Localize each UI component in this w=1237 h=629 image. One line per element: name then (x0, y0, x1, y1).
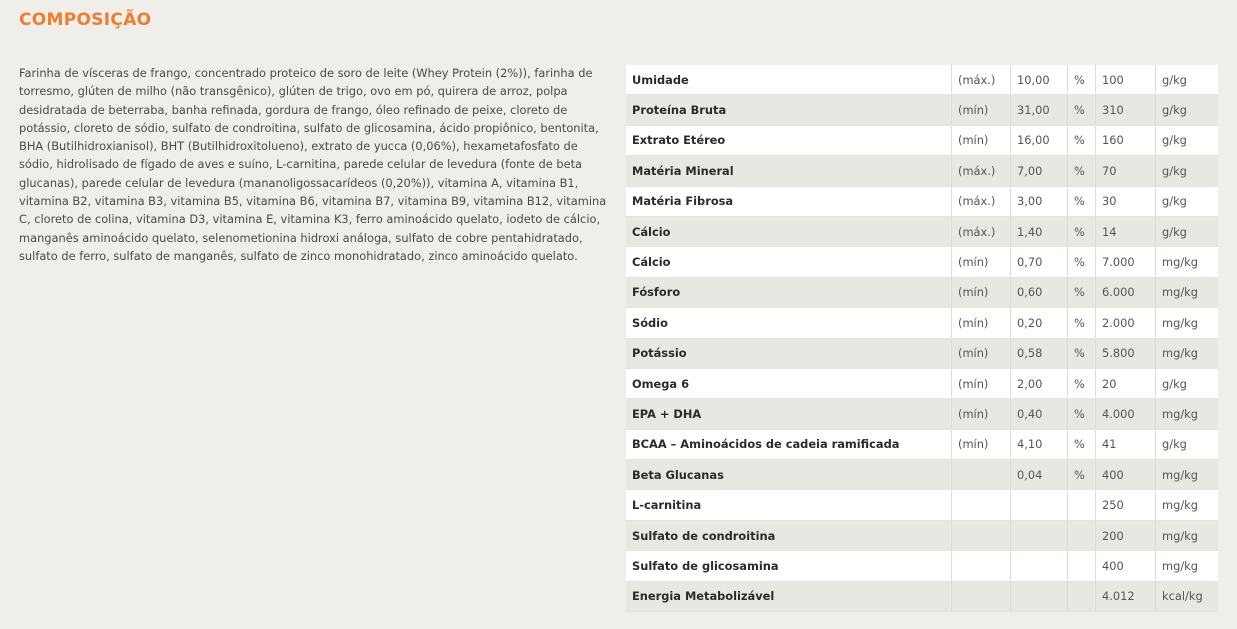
nutrient-percent-sign: % (1068, 277, 1096, 307)
nutrient-qualifier: (mín) (952, 125, 1011, 155)
nutrient-amount: 250 (1096, 490, 1156, 520)
nutrient-unit: mg/kg (1156, 338, 1219, 368)
nutrient-qualifier: (mín) (952, 95, 1011, 125)
nutrient-percent-value: 7,00 (1011, 156, 1068, 186)
nutrient-amount: 100 (1096, 65, 1156, 95)
nutrient-qualifier (952, 460, 1011, 490)
nutrient-percent-value: 2,00 (1011, 368, 1068, 398)
nutrient-amount: 160 (1096, 125, 1156, 155)
nutrient-name: Cálcio (626, 247, 952, 277)
table-row (626, 368, 1218, 398)
nutrient-qualifier (952, 490, 1011, 520)
table-row (626, 65, 1218, 95)
nutrient-percent-sign: % (1068, 125, 1096, 155)
nutrient-percent-value (1011, 490, 1068, 520)
nutrient-name: Matéria Fibrosa (626, 186, 952, 216)
nutrient-qualifier (952, 551, 1011, 581)
nutrient-qualifier: (mín) (952, 429, 1011, 459)
nutrient-amount: 310 (1096, 95, 1156, 125)
nutrient-unit: mg/kg (1156, 520, 1219, 550)
nutrient-unit: g/kg (1156, 65, 1219, 95)
table-row (626, 581, 1218, 611)
table-row (626, 247, 1218, 277)
nutrient-percent-value: 4,10 (1011, 429, 1068, 459)
nutrient-name: Extrato Etéreo (626, 125, 952, 155)
nutrient-unit: mg/kg (1156, 490, 1219, 520)
table-row (626, 95, 1218, 125)
nutrient-name: Cálcio (626, 216, 952, 246)
nutrient-name: Omega 6 (626, 368, 952, 398)
nutrient-percent-sign: % (1068, 368, 1096, 398)
nutrient-qualifier (952, 581, 1011, 611)
nutrient-amount: 7.000 (1096, 247, 1156, 277)
nutrient-qualifier (952, 520, 1011, 550)
nutrient-percent-sign: % (1068, 460, 1096, 490)
nutrient-amount: 400 (1096, 460, 1156, 490)
nutrient-name: Umidade (626, 65, 952, 95)
nutrition-table (626, 65, 1218, 612)
nutrient-percent-sign: % (1068, 399, 1096, 429)
nutrient-qualifier: (máx.) (952, 216, 1011, 246)
nutrient-amount: 400 (1096, 551, 1156, 581)
nutrient-percent-value: 0,60 (1011, 277, 1068, 307)
nutrient-unit: kcal/kg (1156, 581, 1219, 611)
nutrient-amount: 4.012 (1096, 581, 1156, 611)
nutrient-name: Beta Glucanas (626, 460, 952, 490)
table-row (626, 186, 1218, 216)
nutrient-unit: g/kg (1156, 186, 1219, 216)
nutrient-unit: g/kg (1156, 429, 1219, 459)
nutrient-percent-sign: % (1068, 429, 1096, 459)
nutrition-table-body (626, 65, 1218, 612)
nutrient-percent-sign: % (1068, 247, 1096, 277)
nutrient-amount: 6.000 (1096, 277, 1156, 307)
nutrient-percent-sign: % (1068, 65, 1096, 95)
table-row (626, 277, 1218, 307)
nutrient-unit: mg/kg (1156, 399, 1219, 429)
nutrient-name: L-carnitina (626, 490, 952, 520)
nutrient-name: BCAA – Aminoácidos de cadeia ramificada (626, 429, 952, 459)
nutrient-unit: mg/kg (1156, 460, 1219, 490)
nutrient-percent-sign: % (1068, 216, 1096, 246)
nutrient-name: Energia Metabolizável (626, 581, 952, 611)
table-row (626, 156, 1218, 186)
nutrient-unit: mg/kg (1156, 308, 1219, 338)
table-row (626, 338, 1218, 368)
nutrient-name: Proteína Bruta (626, 95, 952, 125)
nutrient-name: Sódio (626, 308, 952, 338)
table-row (626, 429, 1218, 459)
nutrient-qualifier: (máx.) (952, 156, 1011, 186)
nutrient-qualifier: (mín) (952, 399, 1011, 429)
table-row (626, 308, 1218, 338)
nutrient-percent-value: 31,00 (1011, 95, 1068, 125)
nutrient-name: Sulfato de glicosamina (626, 551, 952, 581)
table-row (626, 216, 1218, 246)
nutrient-percent-value: 1,40 (1011, 216, 1068, 246)
table-row (626, 460, 1218, 490)
table-row (626, 399, 1218, 429)
nutrient-name: Matéria Mineral (626, 156, 952, 186)
nutrient-amount: 5.800 (1096, 338, 1156, 368)
nutrient-amount: 200 (1096, 520, 1156, 550)
ingredients-text: Farinha de vísceras de frango, concentrado proteico de soro de leite (Whey Protein (2%)), farinha de torresmo, glúten de milho (não transgênico), glúten de trigo, ovo em pó, quirera de arroz, polpa desidratada de beterraba, banha refinada, gordura de frango, óleo refinado de peixe, cloreto de potássio, cloreto de sódio, sulfato de condroitina, sulfato de glicosamina, ácido propiônico, bentonita, BHA (Butilhidroxianisol), BHT (Butilhidroxitolueno), extrato de yucca (0,06%), hexametafosfato de sódio, hidrolisado de fígado de aves e suíno, L-carnitina, parede celular de levedura (fonte de beta glucanas), parede celular de levedura (mananoligossacarídeos (0,20%)), vitamina A, vitamina B1, vitamina B2, vitamina B3, vitamina B5, vitamina B6, vitamina B7, vitamina B9, vitamina B12, vitamina C, cloreto de colina, vitamina D3, vitamina E, vitamina K3, ferro aminoácido quelato, iodeto de cálcio, manganês aminoácido quelato, selenometionina hidroxi análoga, sulfato de cobre pentahidratado, sulfato de ferro, sulfato de manganês, sulfato de zinco monohidratado, zinco aminoácido quelato. (19, 66, 607, 263)
nutrient-amount: 41 (1096, 429, 1156, 459)
nutrient-amount: 70 (1096, 156, 1156, 186)
table-row (626, 520, 1218, 550)
nutrient-amount: 30 (1096, 186, 1156, 216)
nutrient-percent-sign: % (1068, 95, 1096, 125)
nutrient-unit: g/kg (1156, 216, 1219, 246)
nutrient-percent-value: 10,00 (1011, 65, 1068, 95)
nutrient-percent-sign: % (1068, 186, 1096, 216)
nutrient-percent-sign (1068, 581, 1096, 611)
nutrient-qualifier: (mín) (952, 308, 1011, 338)
nutrient-unit: g/kg (1156, 95, 1219, 125)
nutrient-percent-sign: % (1068, 338, 1096, 368)
nutrient-percent-value: 3,00 (1011, 186, 1068, 216)
nutrient-percent-value (1011, 520, 1068, 550)
nutrient-percent-value (1011, 551, 1068, 581)
nutrient-amount: 4.000 (1096, 399, 1156, 429)
nutrient-percent-sign (1068, 551, 1096, 581)
nutrient-qualifier: (máx.) (952, 65, 1011, 95)
table-row (626, 490, 1218, 520)
nutrient-percent-value: 16,00 (1011, 125, 1068, 155)
nutrient-percent-value: 0,20 (1011, 308, 1068, 338)
nutrient-percent-value: 0,40 (1011, 399, 1068, 429)
section-title: COMPOSIÇÃO (19, 10, 152, 30)
nutrient-amount: 2.000 (1096, 308, 1156, 338)
nutrient-name: EPA + DHA (626, 399, 952, 429)
nutrient-name: Potássio (626, 338, 952, 368)
nutrient-qualifier: (mín) (952, 338, 1011, 368)
nutrient-unit: mg/kg (1156, 277, 1219, 307)
nutrient-unit: g/kg (1156, 156, 1219, 186)
nutrient-amount: 20 (1096, 368, 1156, 398)
nutrient-qualifier: (mín) (952, 277, 1011, 307)
nutrient-percent-sign (1068, 490, 1096, 520)
nutrient-unit: g/kg (1156, 125, 1219, 155)
table-row (626, 551, 1218, 581)
nutrient-qualifier: (máx.) (952, 186, 1011, 216)
nutrient-name: Sulfato de condroitina (626, 520, 952, 550)
nutrient-unit: mg/kg (1156, 551, 1219, 581)
table-row (626, 125, 1218, 155)
nutrient-amount: 14 (1096, 216, 1156, 246)
nutrient-name: Fósforo (626, 277, 952, 307)
nutrient-unit: g/kg (1156, 368, 1219, 398)
nutrient-percent-value: 0,58 (1011, 338, 1068, 368)
nutrient-percent-sign: % (1068, 308, 1096, 338)
nutrient-qualifier: (mín) (952, 247, 1011, 277)
nutrient-percent-sign: % (1068, 156, 1096, 186)
nutrient-unit: mg/kg (1156, 247, 1219, 277)
nutrient-percent-value: 0,04 (1011, 460, 1068, 490)
nutrient-percent-sign (1068, 520, 1096, 550)
nutrient-percent-value: 0,70 (1011, 247, 1068, 277)
nutrient-qualifier: (mín) (952, 368, 1011, 398)
nutrient-percent-value (1011, 581, 1068, 611)
